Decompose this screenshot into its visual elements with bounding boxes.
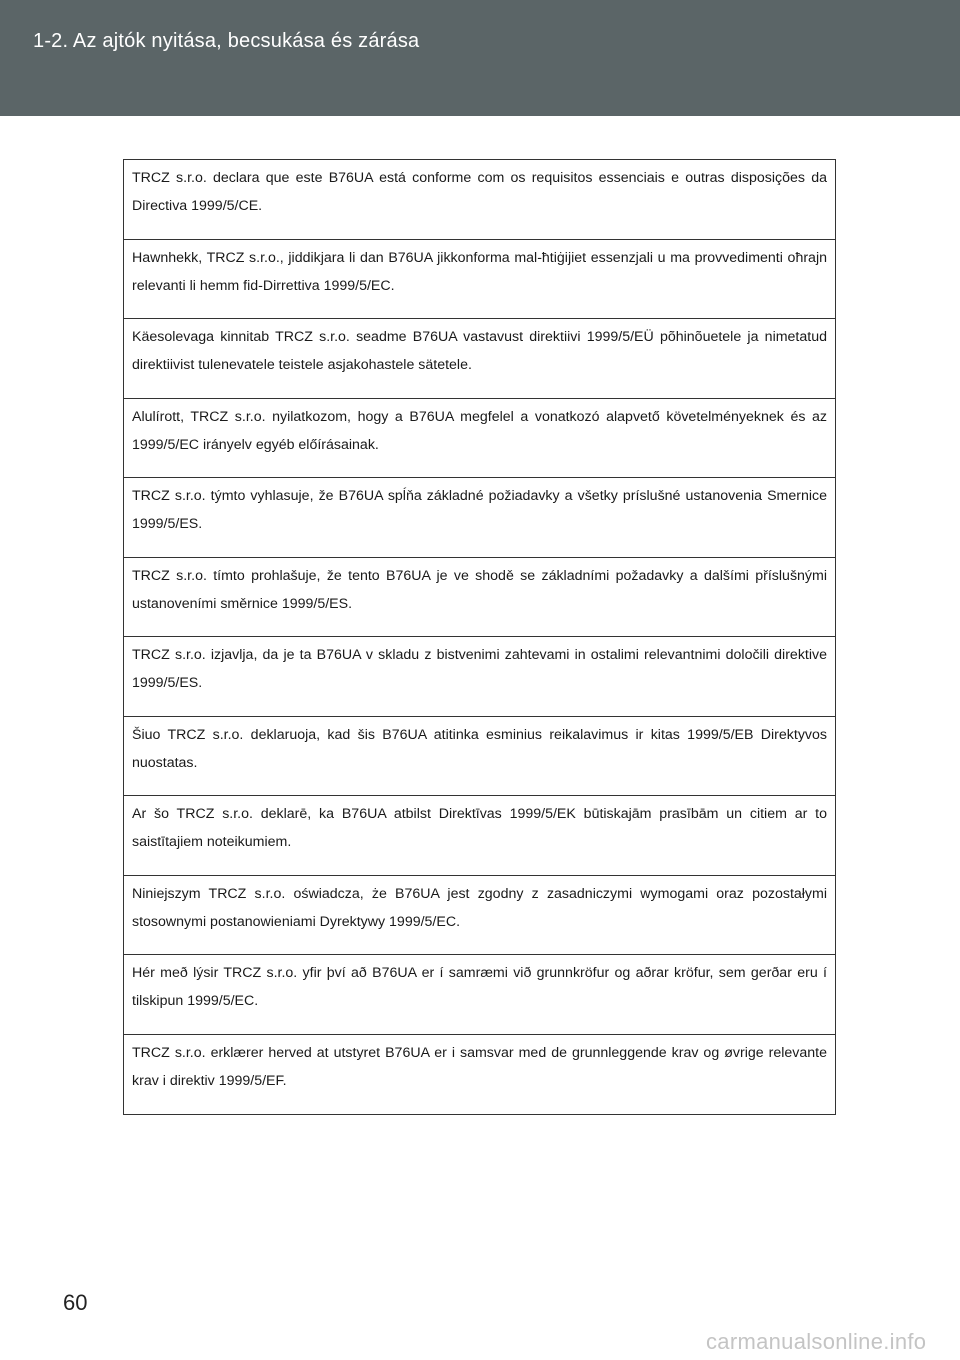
declaration-row-estonian [124,319,835,399]
declaration-row-slovak [124,478,835,558]
declaration-row-icelandic [124,955,835,1035]
declaration-text: Alulírott, TRCZ s.r.o. nyilatkozom, hogy a B76UA megfelel a vonatkozó alapvető követelményeknek és az 1999/5/EC irányelv egyéb előírásainak. [132,408,827,453]
declaration-text: TRCZ s.r.o. týmto vyhlasuje, že B76UA spĺňa základné požiadavky a všetky príslušné ustanovenia Smernice 1999/5/ES. [132,488,827,532]
declaration-text: TRCZ s.r.o. erklærer herved at utstyret B76UA er i samsvar med de grunnleggende krav og øvrige relevante krav i direktiv 1999/5/EF. [132,1044,827,1089]
site-watermark: carmanualsonline.info [706,1329,927,1354]
declaration-row-hungarian [124,399,835,479]
declaration-text: TRCZ s.r.o. tímto prohlašuje, že tento B76UA je ve shodě se základními požadavky a dalšími příslušnými ustanoveními směrnice 1999/5/ES. [132,567,827,612]
declaration-row-slovenian [124,637,835,717]
declaration-row-portuguese [124,160,835,240]
declaration-text: Niniejszym TRCZ s.r.o. oświadcza, że B76UA jest zgodny z zasadniczymi wymogami oraz pozostałymi stosownymi postanowieniami Dyrektywy 1999/5/EC. [132,885,827,930]
declaration-text: Hér með lýsir TRCZ s.r.o. yfir því að B76UA er í samræmi við grunnkröfur og aðrar kröfur, sem gerðar eru í tilskipun 1999/5/EC. [132,965,827,1009]
declaration-text: Ar šo TRCZ s.r.o. deklarē, ka B76UA atbilst Direktīvas 1999/5/EK būtiskajām prasībām un citiem ar to saistītajiem noteikumiem. [132,806,827,850]
declaration-text: Hawnhekk, TRCZ s.r.o., jiddikjara li dan B76UA jikkonforma mal-ħtiġijiet essenzjali u ma provvedimenti oħrajn relevanti li hemm fid-Dirrettiva 1999/5/EC. [132,249,827,294]
declaration-row-norwegian [124,1035,835,1115]
section-title: 1-2. Az ajtók nyitása, becsukása és zárása [33,30,420,52]
declarations-table [123,159,836,1115]
declaration-row-czech [124,558,835,638]
declaration-text: Šiuo TRCZ s.r.o. deklaruoja, kad šis B76UA atitinka esminius reikalavimus ir kitas 1999/5/EB Direktyvos nuostatas. [132,726,827,771]
declaration-row-maltese [124,240,835,320]
declaration-text: TRCZ s.r.o. izjavlja, da je ta B76UA v skladu z bistvenimi zahtevami in ostalimi relevantnimi določili direktive 1999/5/ES. [132,647,827,691]
declaration-text: Käesolevaga kinnitab TRCZ s.r.o. seadme B76UA vastavust direktiivi 1999/5/EÜ põhinõuetele ja nimetatud direktiivist tulenevatele teistele asjakohastele sätetele. [132,329,827,373]
declaration-row-polish [124,876,835,956]
declaration-row-lithuanian [124,717,835,797]
declaration-text: TRCZ s.r.o. declara que este B76UA está conforme com os requisitos essenciais e outras disposições da Directiva 1999/5/CE. [132,170,827,214]
page-number: 60 [63,1290,88,1315]
page-header-band [0,0,960,116]
declaration-row-latvian [124,796,835,876]
